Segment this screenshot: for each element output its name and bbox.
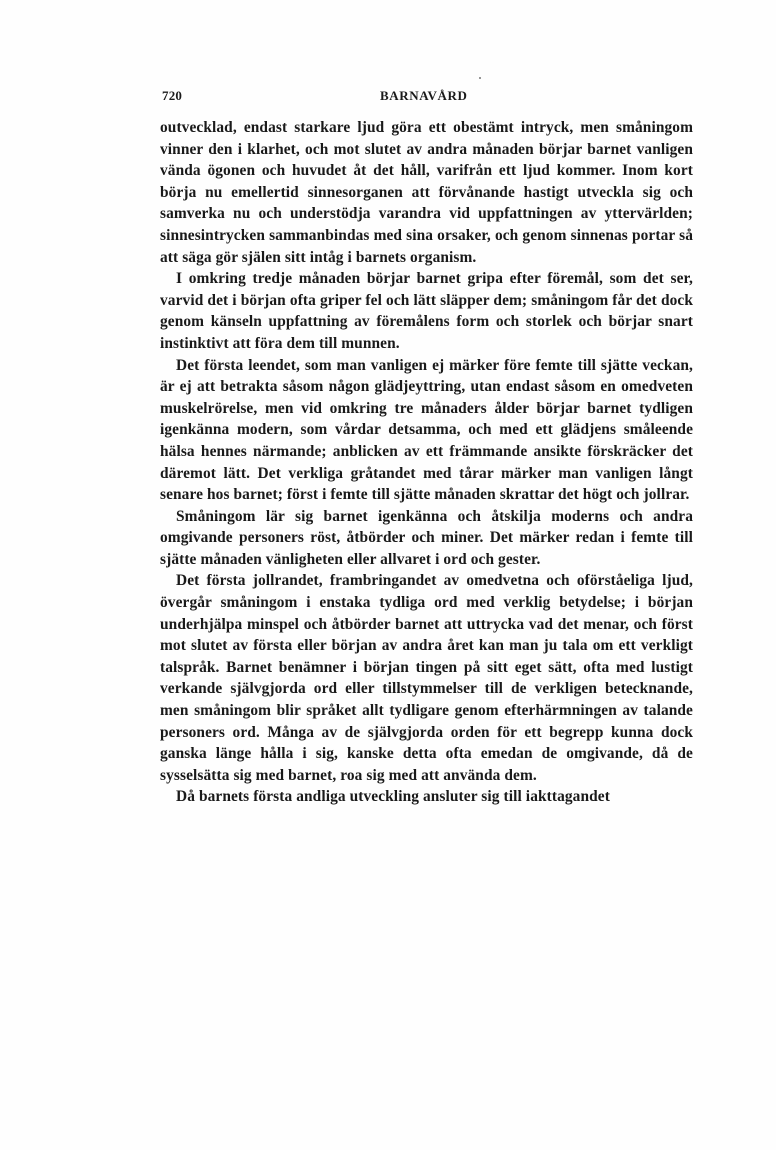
paragraph-1: outvecklad, endast starkare ljud göra ett obestämt intryck, men småningom vinner den i klarhet, och mot slutet av andra månaden börjar barnet vanligen vända ögonen och huvudet åt det håll, varifrån ett ljud kommer. Inom kort börja nu emellertid sinnesorganen att förvånande hastigt utveckla sig och samverka nu och understödja varandra vid uppfattningen av yttervärlden; sinnesintrycken sammanbindas med sina orsaker, och genom sinnenas portar så att säga gör själen sitt intåg i barnets organism. [160, 119, 693, 266]
running-head [162, 88, 694, 108]
paragraph-3: Det första leendet, som man vanligen ej märker före femte till sjätte veckan, är ej att betrakta såsom någon glädjeyttring, utan endast såsom en omedveten muskelrörelse, men vid omkring tre månaders ålder börjar barnet tydligen igenkänna modern, som vårdar detsamma, och med ett glädjens småleende hälsa hennes närmande; anblicken av ett främmande ansikte förskräcker det däremot lätt. Det verkliga gråtandet med tårar märker man vanligen långt senare hos barnet; först i femte till sjätte månaden skrattar det högt och jollrar. [160, 356, 693, 504]
paragraph-6: Då barnets första andliga utveckling ansluter sig till iakttagandet [176, 788, 610, 806]
paragraph-4: Småningom lär sig barnet igenkänna och åtskilja moderns och andra omgivande personers röst, åtbörder och miner. Det märker redan i femte till sjätte månaden vänligheten eller allvaret i ord och gester. [160, 507, 693, 568]
running-title: BARNAVÅRD [380, 88, 468, 103]
paragraph-5: Det första jollrandet, frambringandet av omedvetna och oförståeliga ljud, övergår småningom i enstaka tydliga ord med verklig betydelse; i början underhjälpa minspel och åtbörder barnet att uttrycka vad det menar, och först mot slutet av första eller början av andra året kan man ju tala om ett verkligt talspråk. Barnet benämner i början tingen på sitt eget sätt, ofta med lustigt verkande självgjorda ord eller tillstymmelser till de verkligen betecknande, men småningom blir språket allt tydligare genom efterhärmningen av talande personers ord. Många av de självgjorda orden för ett begrepp kunna dock ganska länge hålla i sig, kanske detta ofta emedan de omgivande, då de sysselsätta sig med barnet, roa sig med att använda dem. [160, 572, 693, 784]
paragraph-2: I omkring tredje månaden börjar barnet gripa efter föremål, som det ser, varvid det i början ofta griper fel och lätt släpper dem; småningom får det dock genom känseln uppfattning av föremålens form och storlek och börjar snart instinktivt att föra dem till munnen. [160, 270, 693, 352]
page-number: 720 [162, 88, 183, 103]
body-text [160, 117, 693, 808]
print-speck [479, 77, 481, 79]
